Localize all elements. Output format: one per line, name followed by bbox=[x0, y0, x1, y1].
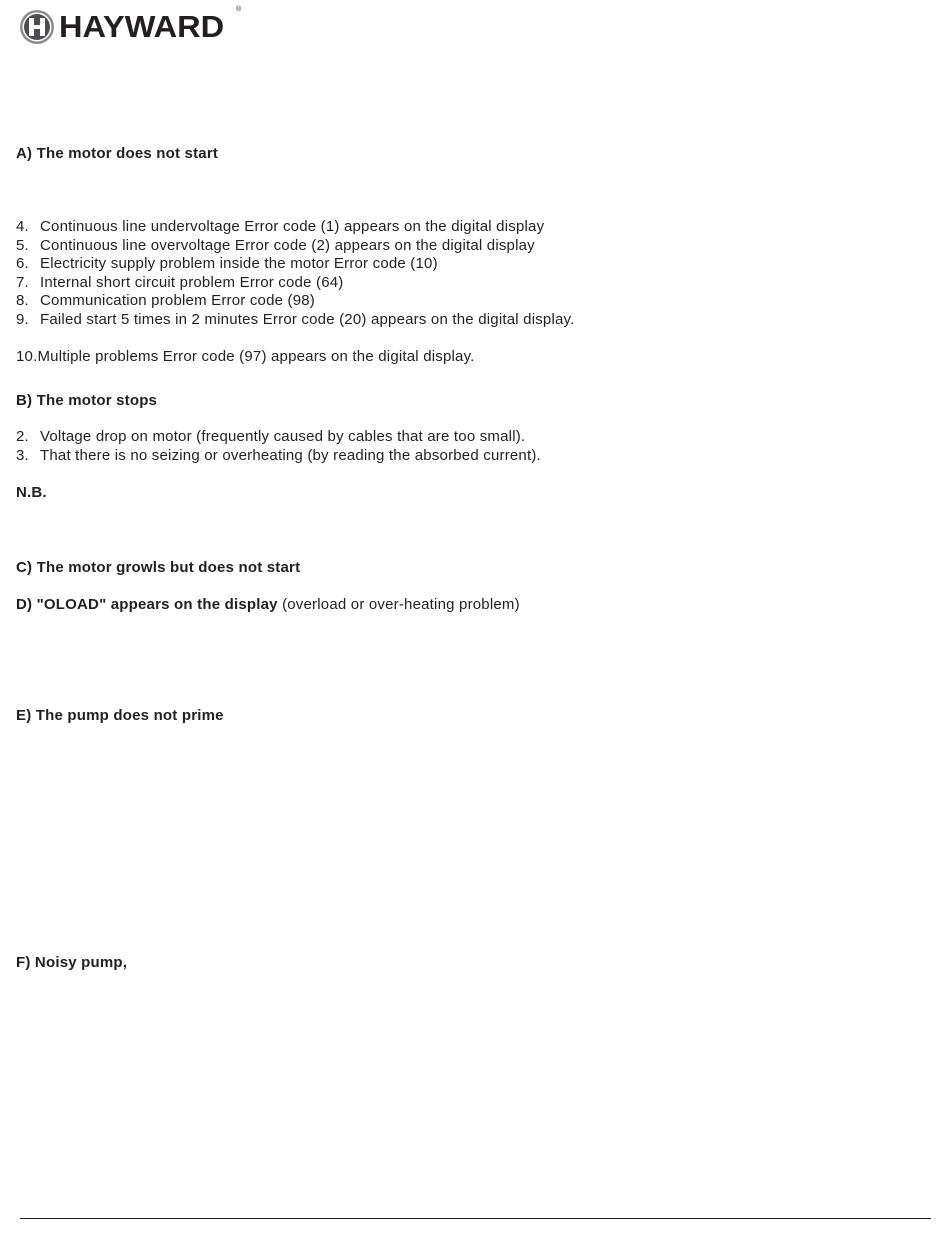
list-item: 9. Failed start 5 times in 2 minutes Error code (20) appears on the digital display. bbox=[16, 310, 575, 328]
list-item: 7. Internal short circuit problem Error code (64) bbox=[16, 273, 344, 291]
section-b-heading: B) The motor stops bbox=[16, 392, 158, 409]
section-f-heading: F) Noisy pump, bbox=[16, 954, 128, 971]
hayward-logo bbox=[19, 8, 225, 46]
list-item: 4. Continuous line undervoltage Error code (1) appears on the digital display bbox=[16, 218, 545, 235]
section-a-item-10: 10.Multiple problems Error code (97) appears on the digital display. bbox=[16, 348, 475, 365]
section-e-heading: E) The pump does not prime bbox=[16, 707, 224, 724]
section-d-heading-bold: D) "OLOAD" appears on the display bbox=[16, 596, 278, 613]
section-a-heading: A) The motor does not start bbox=[16, 145, 219, 162]
hayward-h-emblem-icon bbox=[19, 9, 55, 45]
list-item: 5. Continuous line overvoltage Error code (2) appears on the digital display bbox=[16, 236, 535, 254]
list-item: 2. Voltage drop on motor (frequently caused by cables that are too small). bbox=[16, 428, 526, 445]
list-item: 8. Communication problem Error code (98) bbox=[16, 292, 316, 309]
list-item: 6. Electricity supply problem inside the motor Error code (10) bbox=[16, 255, 438, 272]
section-b-list bbox=[16, 428, 541, 465]
list-item: 3. That there is no seizing or overheating (by reading the absorbed current). bbox=[16, 446, 541, 464]
section-d-heading bbox=[16, 596, 520, 613]
brand-name: HAYWARD bbox=[59, 9, 225, 44]
section-a-list bbox=[16, 218, 575, 329]
section-c-heading: C) The motor growls but does not start bbox=[16, 559, 301, 576]
registered-mark: ® bbox=[236, 6, 242, 13]
nb-label: N.B. bbox=[16, 484, 47, 501]
section-d-heading-note: (overload or over-heating problem) bbox=[277, 596, 520, 613]
footer-rule bbox=[20, 1218, 931, 1219]
